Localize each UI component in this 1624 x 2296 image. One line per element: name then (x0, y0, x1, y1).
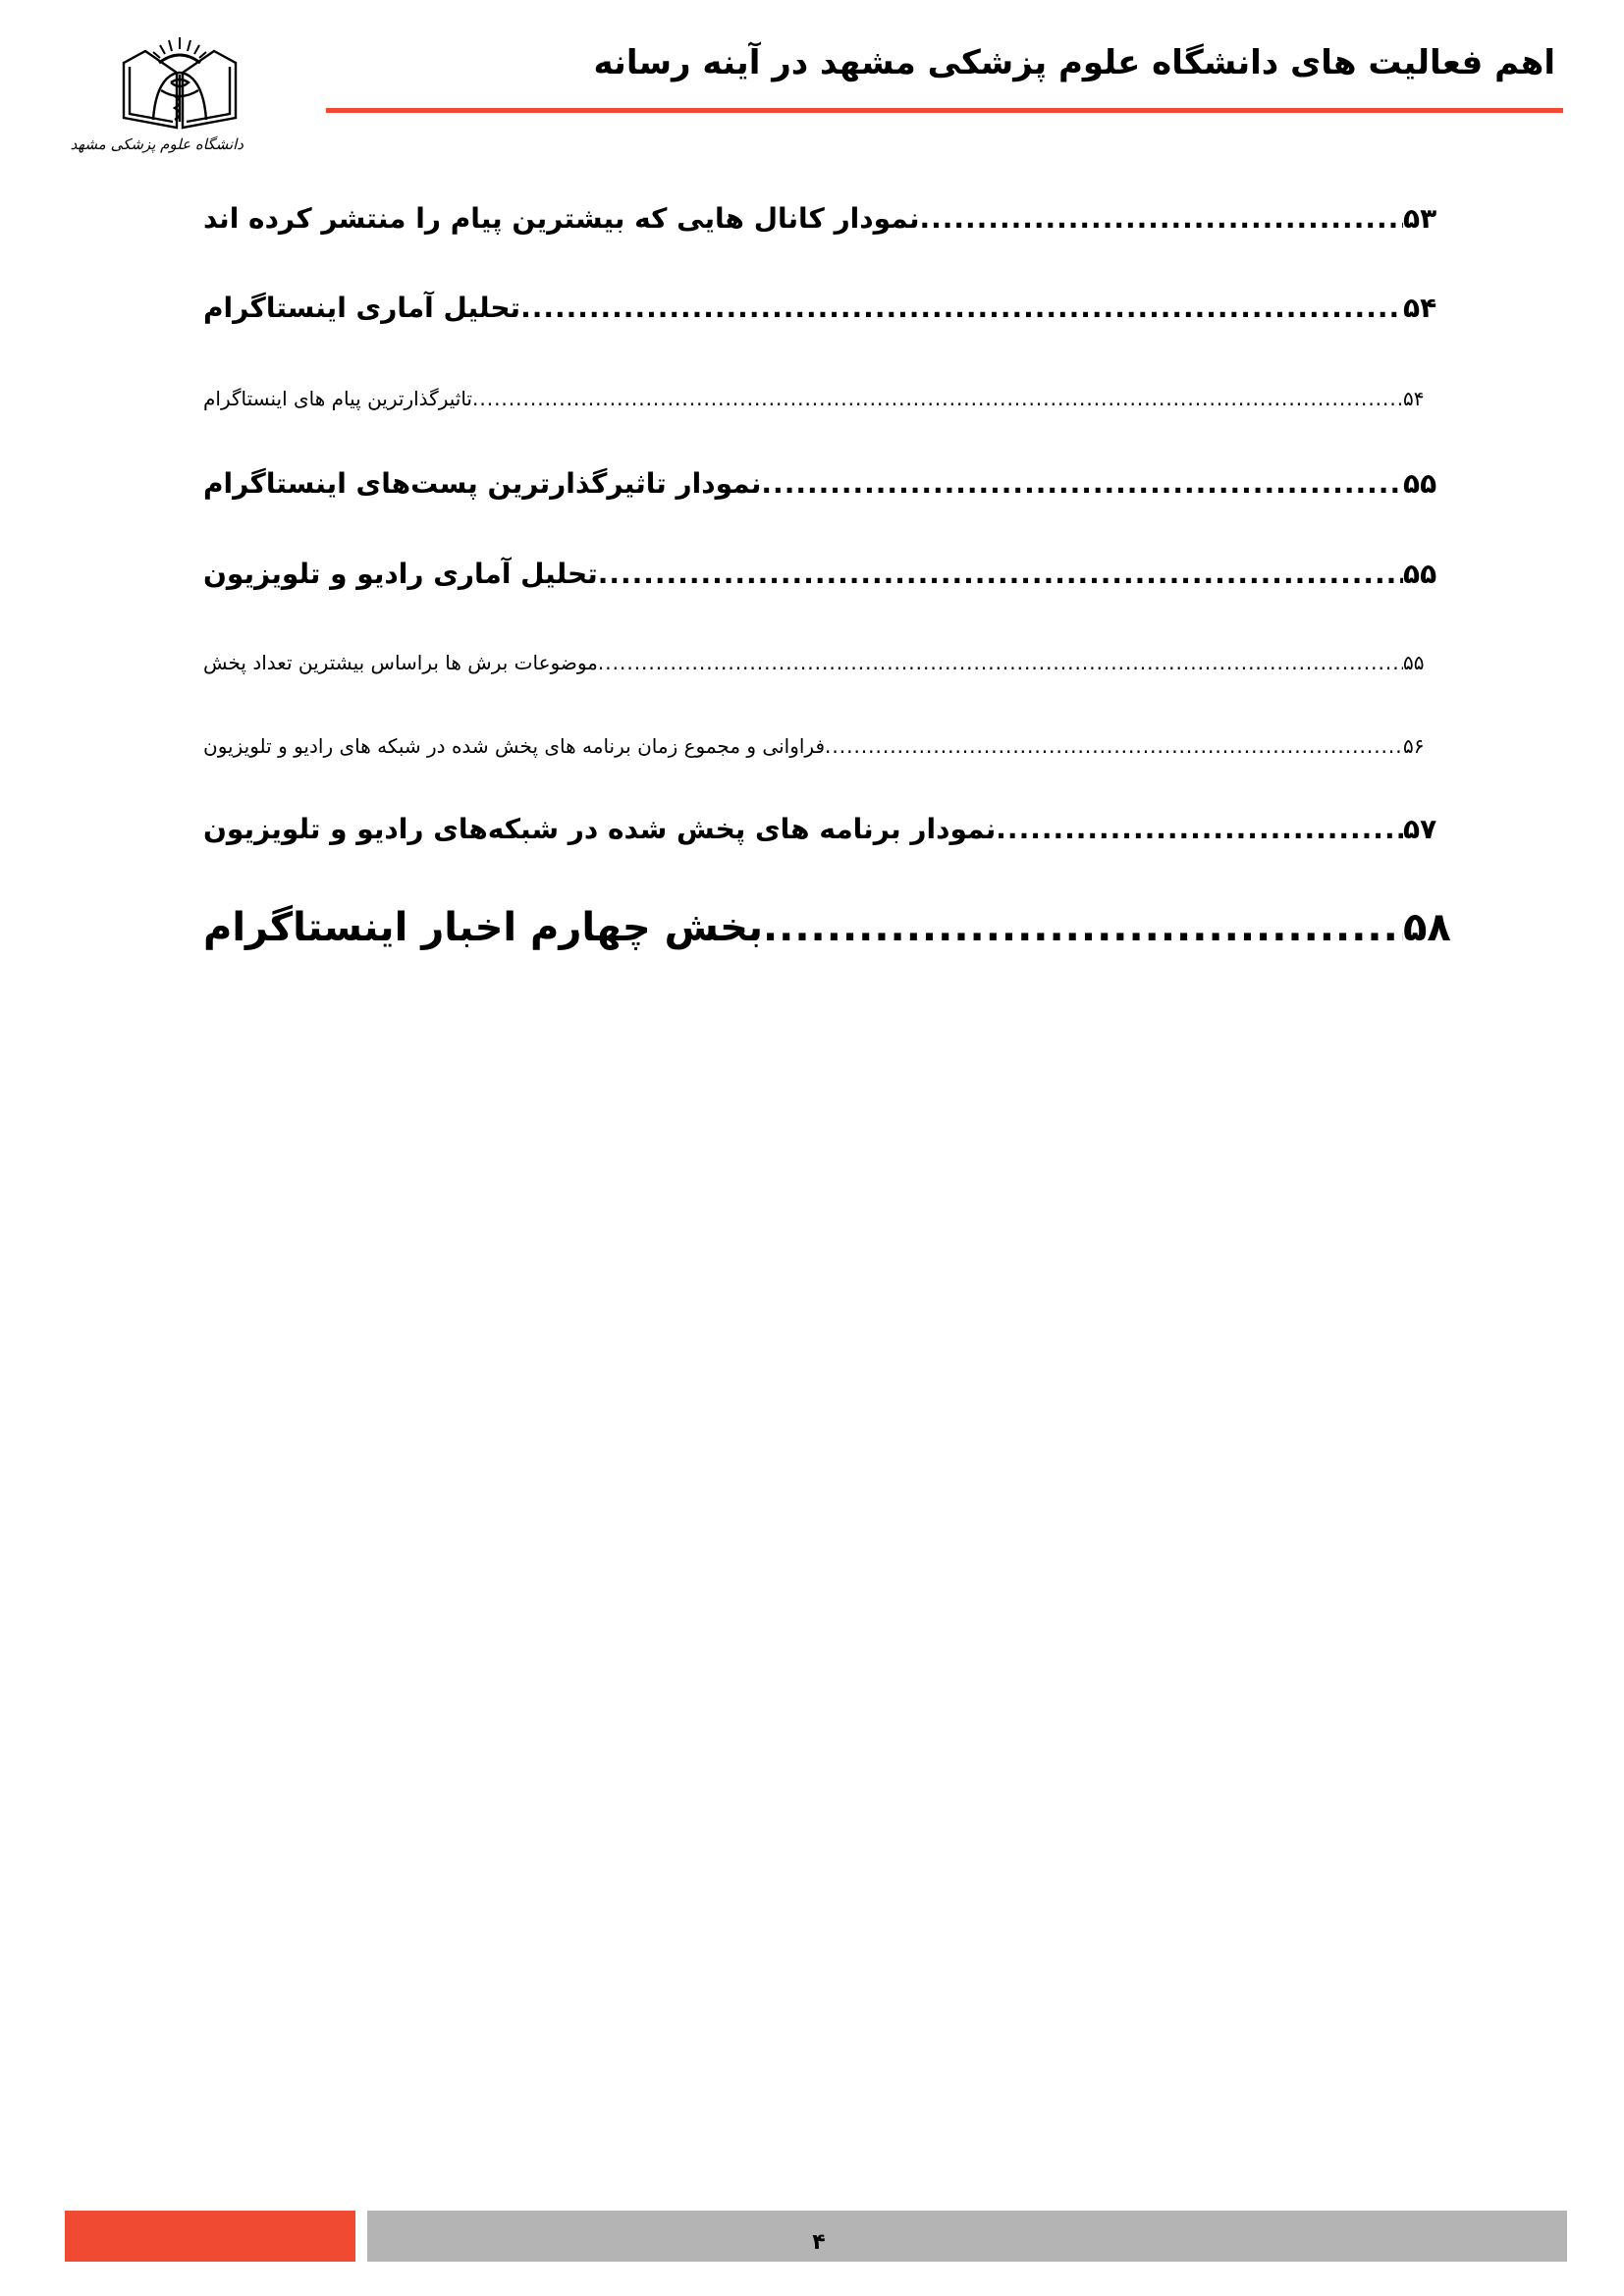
toc-leader-dots (920, 202, 1404, 235)
toc-entry-title: موضوعات برش ها براساس بیشترین تعداد پخش (203, 651, 598, 674)
toc-entry-title: بخش چهارم اخبار اینستاگرام (203, 905, 763, 950)
toc-entry[interactable] (199, 813, 1438, 845)
toc-leader-dots (472, 387, 1403, 410)
toc-entry-title: نمودار برنامه های پخش شده در شبکه‌های رادیو و تلویزیون (203, 813, 997, 845)
toc-entry[interactable] (199, 467, 1438, 500)
toc-entry[interactable] (199, 734, 1438, 758)
table-of-contents (0, 0, 1624, 982)
toc-leader-dots (598, 558, 1403, 590)
toc-entry-title: تاثیرگذارترین پیام های اینستاگرام (203, 387, 472, 410)
toc-entry-title: تحلیل آماری اینستاگرام (203, 292, 521, 324)
logo-text: دانشگاه علوم پزشکی مشهد (70, 135, 244, 153)
toc-entry-title: فراوانی و مجموع زمان برنامه های پخش شده در شبکه های رادیو و تلویزیون (203, 734, 826, 758)
toc-leader-dots (520, 292, 1403, 324)
toc-leader-dots (761, 467, 1403, 500)
toc-section-entry[interactable] (199, 905, 1451, 950)
toc-entry-page: ۵۵ (1403, 558, 1437, 590)
toc-entry[interactable] (199, 202, 1438, 235)
toc-entry-page: ۵۵ (1403, 467, 1437, 500)
toc-entry-title: تحلیل آماری رادیو و تلویزیون (203, 558, 598, 590)
toc-entry-title: نمودار تاثیرگذارترین پست‌های اینستاگرام (203, 467, 762, 500)
toc-entry[interactable] (199, 387, 1438, 410)
toc-entry-page: ۵۵ (1403, 651, 1425, 674)
toc-entry-title: نمودار کانال هایی که بیشترین پیام را منتشر کرده اند (203, 202, 920, 235)
toc-entry-page: ۵۶ (1403, 734, 1425, 758)
toc-leader-dots (825, 734, 1403, 758)
footer-gray-bar (367, 2211, 1567, 2262)
toc-entry[interactable] (199, 292, 1438, 324)
page-number: ۴ (812, 2230, 826, 2255)
document-title: اهم فعالیت های دانشگاه علوم پزشکی مشهد در آینه رسانه (593, 43, 1555, 82)
toc-leader-dots (598, 651, 1403, 674)
toc-leader-dots (763, 905, 1403, 950)
footer-accent-bar (65, 2211, 355, 2262)
toc-entry-page: ۵۴ (1403, 387, 1425, 410)
toc-entry-page: ۵۷ (1403, 813, 1437, 845)
toc-entry[interactable] (199, 651, 1438, 674)
toc-entry-page: ۵۳ (1403, 202, 1437, 235)
toc-entry-page: ۵۴ (1403, 292, 1437, 324)
toc-entry[interactable] (199, 558, 1438, 590)
toc-leader-dots (996, 813, 1403, 845)
toc-entry-page: ۵۸ (1403, 905, 1451, 950)
